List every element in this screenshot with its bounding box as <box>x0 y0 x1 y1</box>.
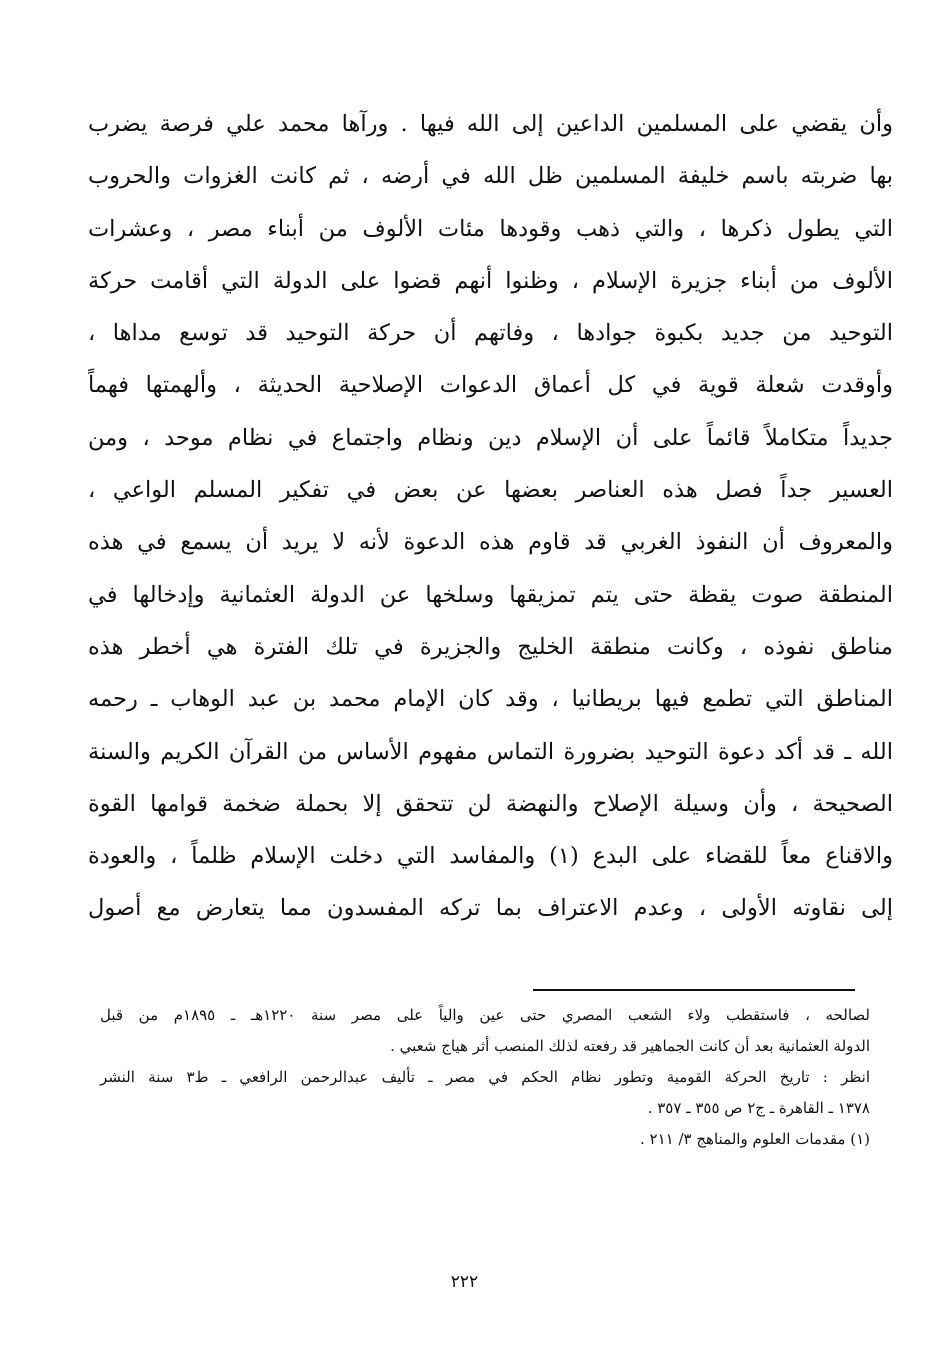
footnotes <box>100 1000 870 1155</box>
body-line: المناطق التي تطمع فيها بريطانيا ، وقد كان الإمام محمد بن عبد الوهاب ـ رحمه <box>88 686 893 713</box>
body-line: الله ـ قد أكد دعوة التوحيد بضرورة التماس مفهوم الأساس من القرآن الكريم والسنة <box>88 738 893 765</box>
page-number: ٢٢٢ <box>450 1272 479 1292</box>
body-line: التوحيد من جديد بكبوة جوادها ، وفاتهم أن حركة التوحيد قد توسع مداها ، <box>88 320 893 347</box>
footnote-line: لصالحه ، فاستقطب ولاء الشعب المصري حتى عين والياً على مصر سنة ١٢٢٠هـ ـ ١٨٩٥م من قبل <box>100 1006 870 1024</box>
footnote-line: الدولة العثمانية بعد أن كانت الجماهير قد رفعته لذلك المنصب أثر هياج شعبي . <box>390 1037 870 1055</box>
body-line: والاقناع معاً للقضاء على البدع (١) والمفاسد التي دخلت الإسلام ظلماً ، والعودة <box>88 843 893 870</box>
body-line: العسير جداً فصل هذه العناصر بعضها عن بعض في تفكير المسلم الواعي ، <box>88 477 893 504</box>
body-line: التي يطول ذكرها ، والتي ذهب وقودها مئات الألوف من أبناء مصر ، وعشرات <box>88 215 893 242</box>
body-line: المنطقة صوت يقظة حتى يتم تمزيقها وسلخها عن الدولة العثمانية وإدخالها في <box>88 581 893 608</box>
body-text <box>88 98 893 935</box>
body-line: بها ضربته باسم خليفة المسلمين ظل الله في أرضه ، ثم كانت الغزوات والحروب <box>88 163 893 190</box>
footnote-separator <box>533 989 855 991</box>
body-line: إلى نقاوته الأولى ، وعدم الاعتراف بما تركه المفسدون مما يتعارض مع أصول <box>88 895 893 922</box>
body-line: الصحيحة ، وأن وسيلة الإصلاح والنهضة لن تتحقق إلا بحملة ضخمة قوامها القوة <box>88 790 893 817</box>
body-line: الألوف من أبناء جزيرة الإسلام ، وظنوا أنهم قضوا على الدولة التي أقامت حركة <box>88 267 893 294</box>
body-line: وأن يقضي على المسلمين الداعين إلى الله فيها . ورآها محمد علي فرصة يضرب <box>88 111 893 137</box>
footnote-line: انظر : تاريخ الحركة القومية وتطور نظام الحكم في مصر ـ تأليف عبدالرحمن الرافعي ـ ط٣ سنة النشر <box>100 1068 870 1086</box>
body-line: والمعروف أن النفوذ الغربي قد قاوم هذه الدعوة لأنه لا يريد أن يسمع في هذه <box>88 529 893 556</box>
footnote-line: ١٣٧٨ ـ القاهرة ـ ج٢ ص ٣٥٥ ـ ٣٥٧ . <box>647 1099 870 1117</box>
footnote-line: (١) مقدمات العلوم والمناهج ٣/ ٢١١ . <box>640 1130 870 1148</box>
body-line: جديداً متكاملاً قائماً على أن الإسلام دين ونظام واجتماع في نظام موحد ، ومن <box>88 424 893 451</box>
body-line: وأوقدت شعلة قوية في كل أعماق الدعوات الإصلاحية الحديثة ، وألهمتها فهماً <box>88 372 893 399</box>
body-line: مناطق نفوذه ، وكانت منطقة الخليج والجزيرة في تلك الفترة هي أخطر هذه <box>88 633 893 660</box>
